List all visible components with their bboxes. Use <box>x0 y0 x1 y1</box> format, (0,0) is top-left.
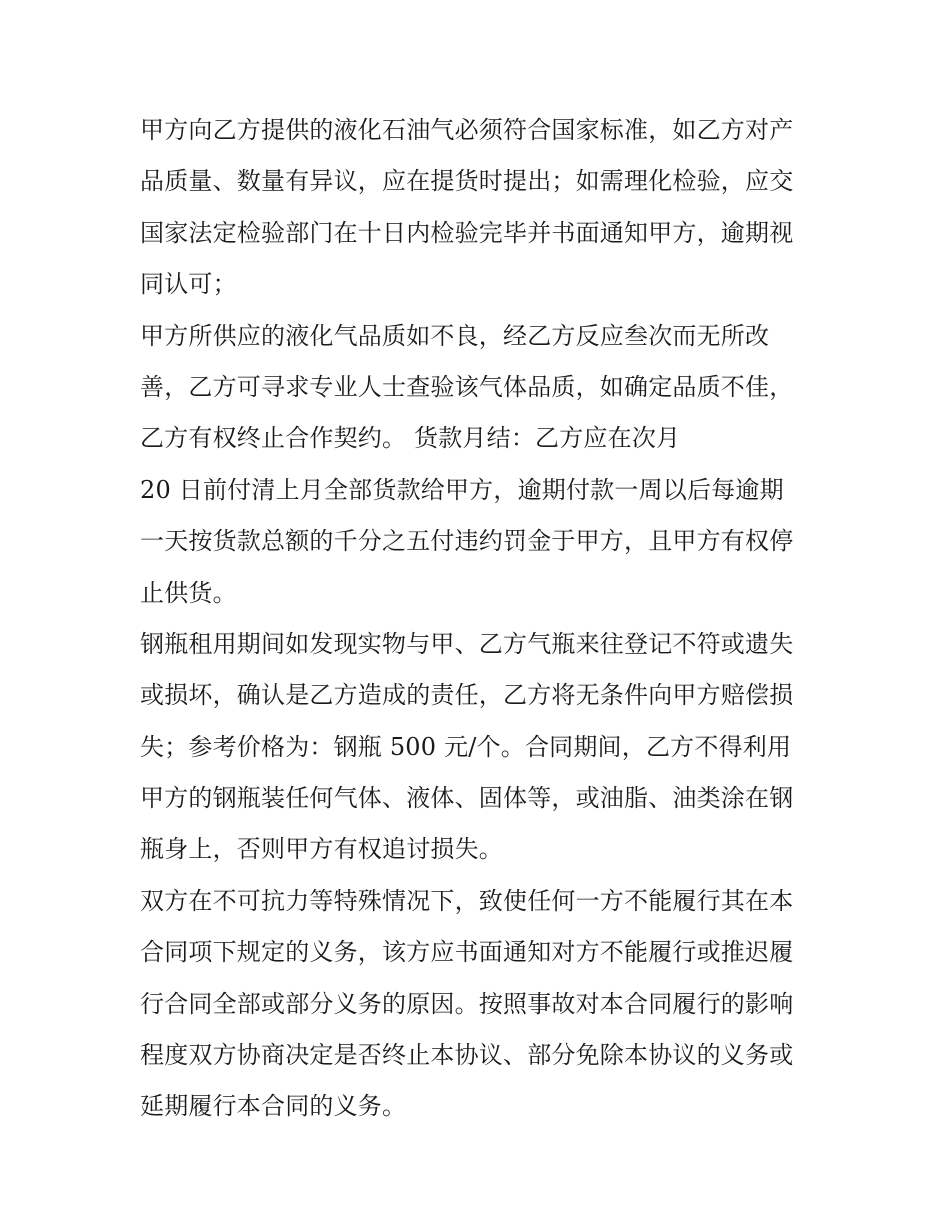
document-body <box>140 105 820 1133</box>
text-line: 或损坏，确认是乙方造成的责任，乙方将无条件向甲方赔偿损 <box>140 681 794 710</box>
text-line: 失；参考价格为：钢瓶 500 元/个。合同期间，乙方不得利用 <box>140 732 792 761</box>
text-line: 品质量、数量有异议，应在提货时提出；如需理化检验，应交 <box>140 167 794 196</box>
text-line: 甲方的钢瓶装任何气体、液体、固体等，或油脂、油类涂在钢 <box>140 784 794 813</box>
text-line: 甲方向乙方提供的液化石油气必须符合国家标准，如乙方对产 <box>140 116 794 144</box>
text-line: 止供货。 <box>140 578 237 607</box>
text-line: 瓶身上，否则甲方有权追讨损失。 <box>140 835 503 864</box>
text-line: 程度双方协商决定是否终止本协议、部分免除本协议的义务或 <box>140 1041 794 1070</box>
text-line: 钢瓶租用期间如发现实物与甲、乙方气瓶来往登记不符或遗失 <box>140 629 794 658</box>
text-line: 一天按货款总额的千分之五付违约罚金于甲方，且甲方有权停 <box>140 527 794 556</box>
text-line: 同认可； <box>140 270 237 299</box>
text-line: 乙方有权终止合作契约。 货款月结：乙方应在次月 <box>140 424 681 453</box>
text-line: 善，乙方可寻求专业人士查验该气体品质，如确定品质不佳， <box>140 372 794 401</box>
text-line: 国家法定检验部门在十日内检验完毕并书面通知甲方，逾期视 <box>140 218 794 247</box>
text-line: 合同项下规定的义务，该方应书面通知对方不能履行或推迟履 <box>140 938 794 967</box>
text-line: 甲方所供应的液化气品质如不良，经乙方反应叁次而无所改 <box>140 321 770 350</box>
text-line: 20 日前付清上月全部货款给甲方，逾期付款一周以后每逾期 <box>140 475 784 504</box>
text-line: 延期履行本合同的义务。 <box>140 1092 407 1121</box>
text-line: 双方在不可抗力等特殊情况下，致使任何一方不能履行其在本 <box>140 886 794 915</box>
text-line: 行合同全部或部分义务的原因。按照事故对本合同履行的影响 <box>140 989 794 1018</box>
